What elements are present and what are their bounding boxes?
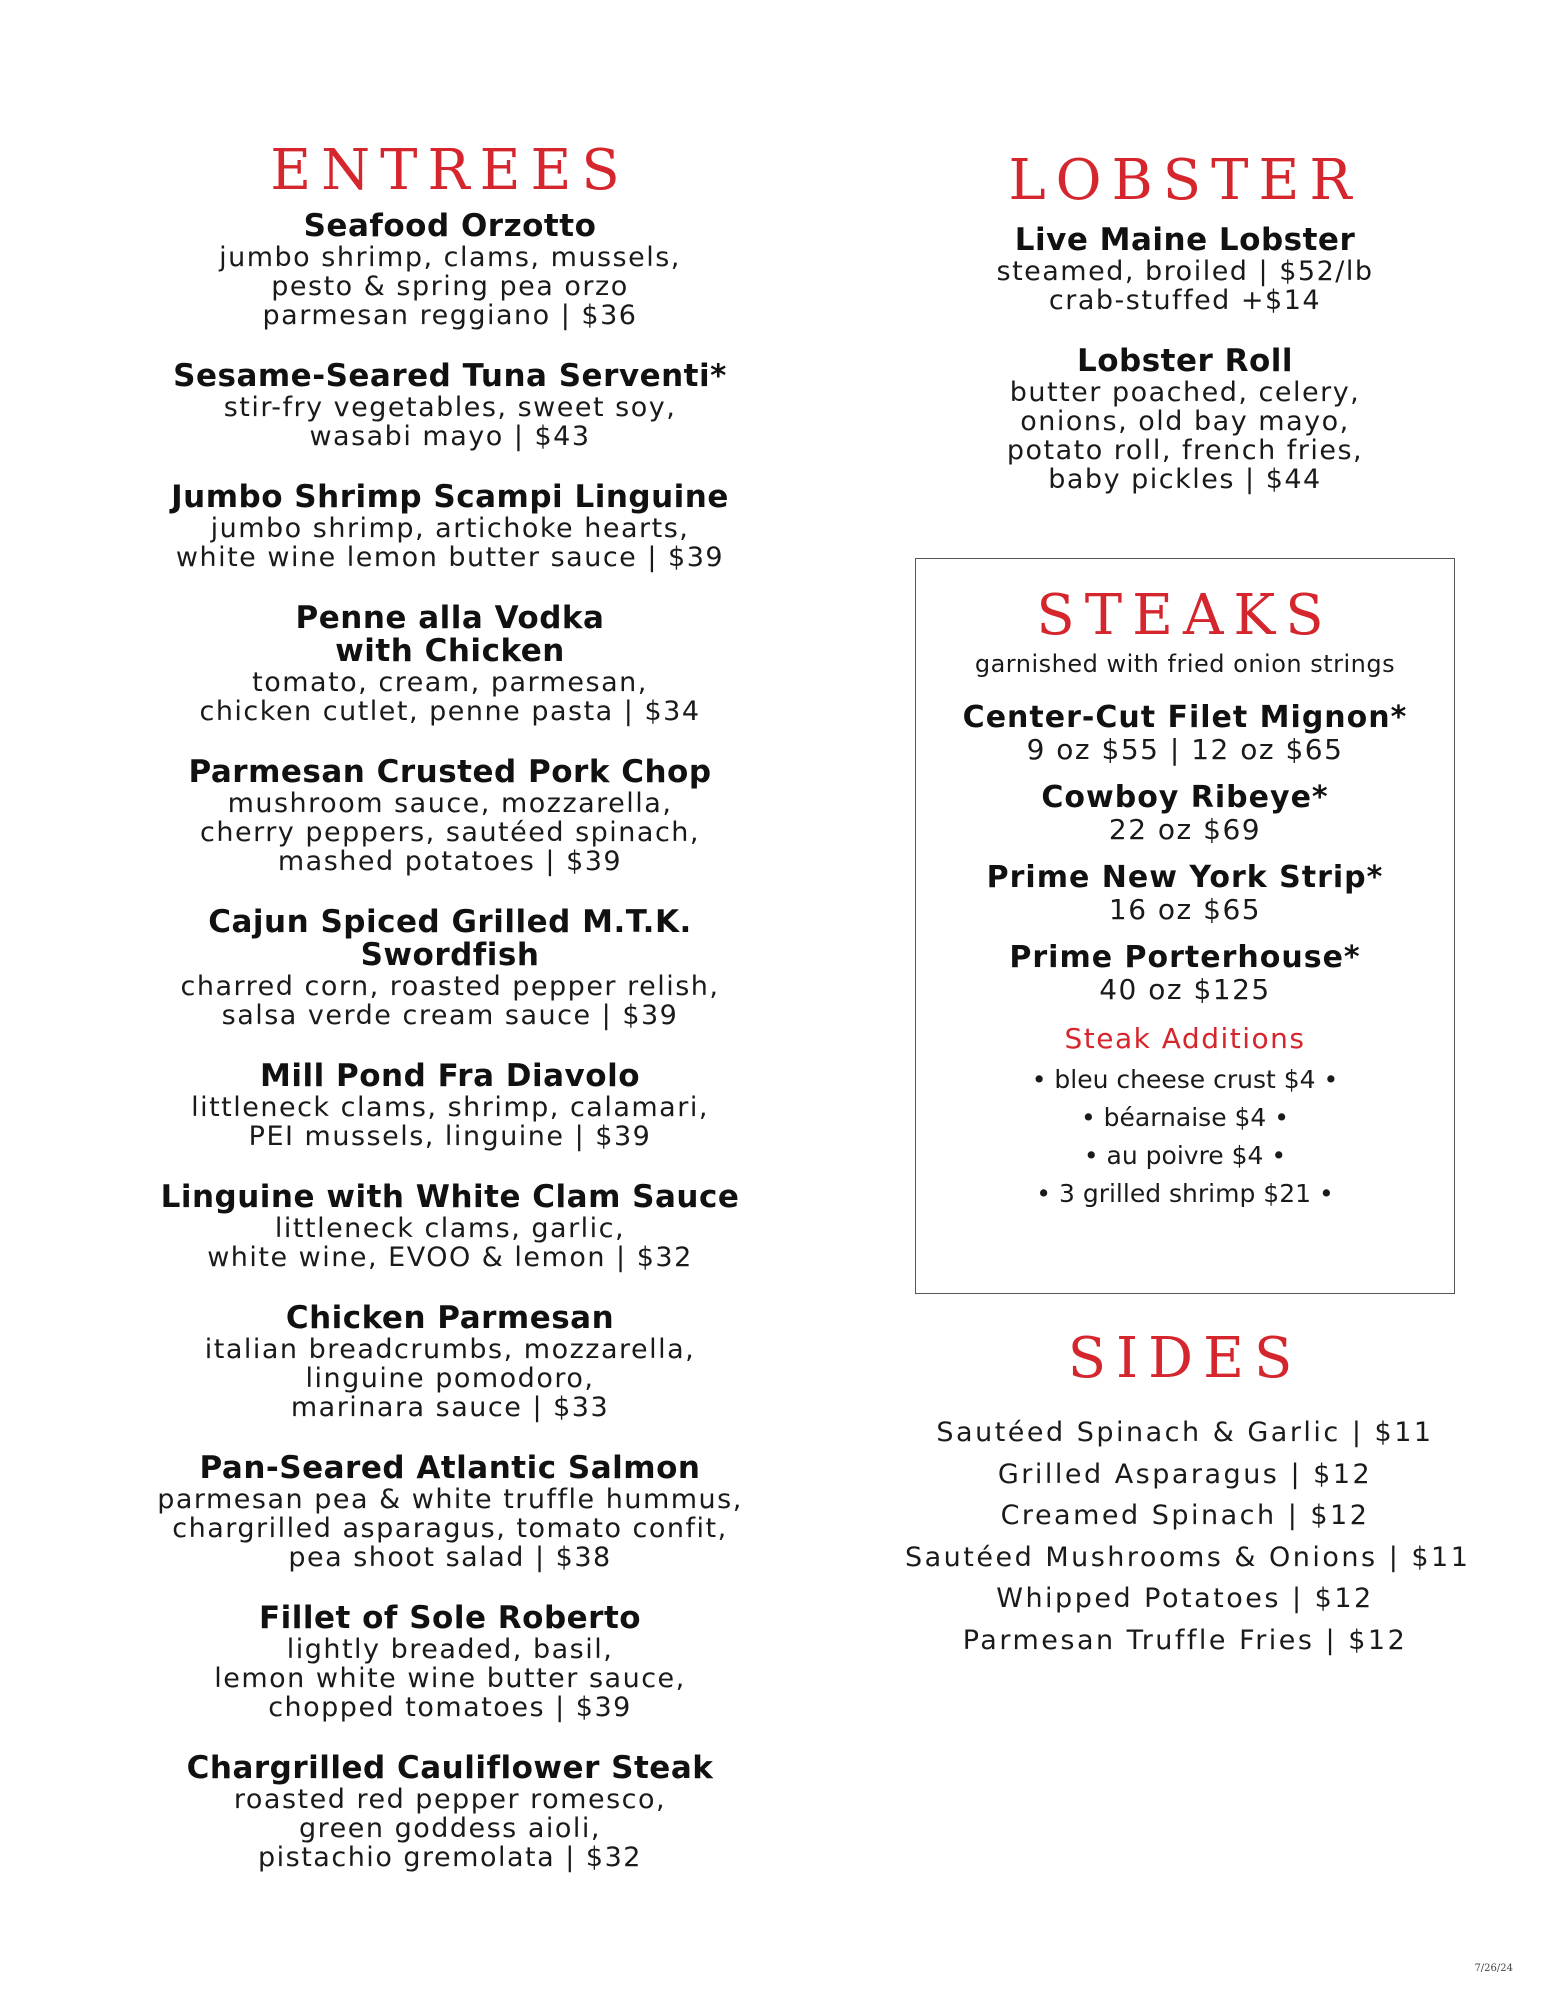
side-item: Parmesan Truffle Fries | $12 (962, 1624, 1408, 1656)
menu-item-description: lightly breaded, basil, lemon white wine butter sauce, chopped tomatoes | $39 (214, 1634, 686, 1723)
menu-item-name: Pan-Seared Atlantic Salmon (199, 1450, 701, 1486)
menu-item-name: Mill Pond Fra Diavolo (260, 1058, 640, 1094)
menu-item-description: littleneck clams, garlic, white wine, EVOO & lemon | $32 (207, 1213, 693, 1273)
menu-item (916, 701, 1454, 765)
right-column (905, 148, 1471, 1661)
menu-item-name: Linguine with White Clam Sauce (160, 1179, 740, 1215)
menu-item (905, 224, 1465, 315)
menu-item-description: jumbo shrimp, artichoke hearts, white wine lemon butter sauce | $39 (175, 513, 725, 573)
menu-item (916, 781, 1454, 845)
menu-item-description: 9 oz $55 | 12 oz $65 (1026, 733, 1344, 766)
menu-item-description: mushroom sauce, mozzarella, cherry peppers, sautéed spinach, mashed potatoes | $39 (200, 788, 700, 877)
menu-item-description: charred corn, roasted pepper relish, salsa verde cream sauce | $39 (180, 971, 720, 1031)
menu-item (120, 756, 780, 876)
menu-item (120, 1181, 780, 1272)
menu-item-description: tomato, cream, parmesan, chicken cutlet, penne pasta | $34 (199, 667, 701, 727)
menu-item-name: Prime New York Strip* (986, 860, 1384, 895)
print-date: 7/26/24 (1474, 1963, 1513, 1974)
menu-item-name: Chicken Parmesan (285, 1300, 615, 1336)
side-item: Grilled Asparagus | $12 (997, 1458, 1373, 1490)
menu-item-name: Prime Porterhouse* (1009, 940, 1361, 975)
sides-heading: SIDES (1067, 1326, 1303, 1391)
menu-item-name: Penne alla Vodka with Chicken (295, 600, 605, 669)
menu-item (120, 360, 780, 451)
menu-item-description: parmesan pea & white truffle hummus, chargrilled asparagus, tomato confit, pea shoot salad | $38 (157, 1484, 743, 1573)
menu-item-name: Chargrilled Cauliflower Steak (186, 1750, 714, 1786)
menu-item (120, 481, 780, 572)
entrees-section (120, 140, 780, 1902)
steaks-subtitle: garnished with fried onion strings (974, 650, 1396, 678)
menu-item-name: Fillet of Sole Roberto (258, 1600, 642, 1636)
menu-item (905, 345, 1465, 494)
menu-item-description: 22 oz $69 (1108, 813, 1262, 846)
menu-item-name: Parmesan Crusted Pork Chop (188, 754, 712, 790)
steak-additions-list (916, 1061, 1454, 1213)
menu-item (120, 1060, 780, 1151)
steak-additions-title: Steak Additions (1064, 1022, 1306, 1055)
menu-item-name: Cajun Spiced Grilled M.T.K. Swordfish (208, 904, 692, 973)
sides-list (905, 1412, 1471, 1661)
menu-item-description: 40 oz $125 (1099, 973, 1271, 1006)
menu-item-name: Sesame-Seared Tuna Serventi* (173, 358, 727, 394)
menu-item-description: jumbo shrimp, clams, mussels, pesto & spring pea orzo parmesan reggiano | $36 (219, 242, 681, 331)
entrees-list (120, 210, 780, 1872)
menu-item-name: Live Maine Lobster (1014, 222, 1356, 258)
menu-item-description: stir-fry vegetables, sweet soy, wasabi mayo | $43 (223, 392, 677, 452)
steak-addition: • 3 grilled shrimp $21 • (1036, 1179, 1334, 1208)
menu-item-name: Center-Cut Filet Mignon* (962, 700, 1408, 735)
side-item: Sautéed Mushrooms & Onions | $11 (905, 1541, 1471, 1573)
menu-item (916, 941, 1454, 1005)
lobster-heading: LOBSTER (1008, 148, 1362, 213)
entrees-heading: ENTREES (270, 138, 630, 203)
side-item: Creamed Spinach | $12 (1000, 1500, 1370, 1531)
menu-item-description: littleneck clams, shrimp, calamari, PEI mussels, linguine | $39 (191, 1092, 709, 1152)
menu-item-description: 16 oz $65 (1108, 893, 1262, 926)
steak-addition: • bleu cheese crust $4 • (1031, 1065, 1339, 1094)
menu-item (120, 906, 780, 1030)
menu-item-description: roasted red pepper romesco, green goddess aioli, pistachio gremolata | $32 (233, 1784, 667, 1873)
lobster-section (905, 150, 1465, 494)
sides-section (905, 1326, 1471, 1661)
menu-item (120, 602, 780, 726)
menu-item (120, 1452, 780, 1572)
side-item: Whipped Potatoes | $12 (996, 1583, 1374, 1614)
menu-item (120, 210, 780, 330)
menu-item (120, 1602, 780, 1722)
menu-item-description: butter poached, celery, onions, old bay mayo, potato roll, french fries, baby pickles | $44 (1006, 377, 1364, 495)
steak-addition: • au poivre $4 • (1083, 1141, 1287, 1170)
menu-item (120, 1302, 780, 1422)
menu-item-description: italian breadcrumbs, mozzarella, linguine pomodoro, marinara sauce | $33 (204, 1334, 696, 1423)
menu-item-name: Seafood Orzotto (303, 208, 597, 244)
menu-item-name: Jumbo Shrimp Scampi Linguine (171, 479, 729, 515)
side-item: Sautéed Spinach & Garlic | $11 (936, 1417, 1434, 1448)
menu-item-description: steamed, broiled | $52/lb crab-stuffed +$14 (996, 256, 1374, 316)
lobster-list (905, 224, 1465, 494)
menu-item (120, 1752, 780, 1872)
steaks-box (915, 558, 1455, 1294)
menu-item-name: Lobster Roll (1076, 343, 1294, 379)
menu-item-name: Cowboy Ribeye* (1041, 780, 1329, 815)
steaks-list (916, 701, 1454, 1005)
steaks-heading: STEAKS (1036, 583, 1334, 648)
menu-item (916, 861, 1454, 925)
steak-addition: • béarnaise $4 • (1080, 1103, 1290, 1132)
